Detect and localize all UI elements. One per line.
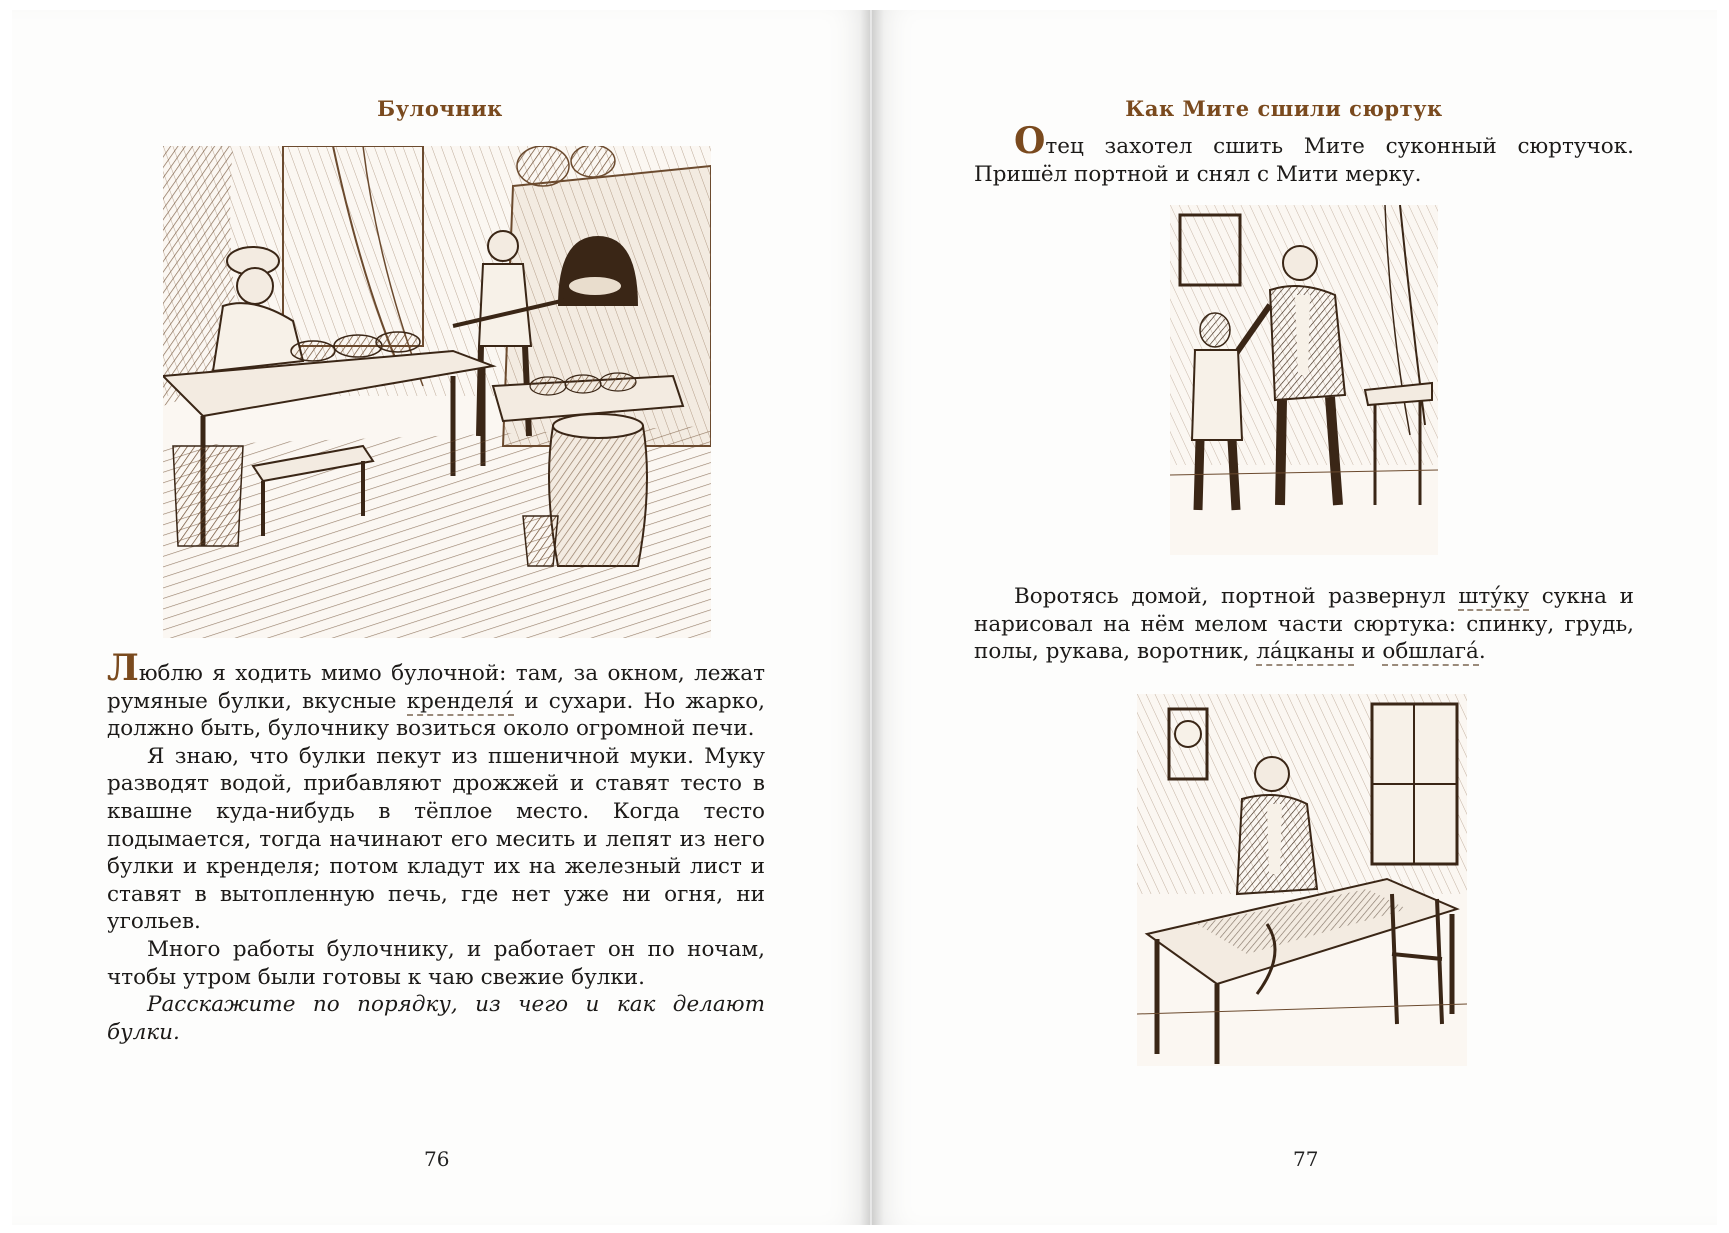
- left-question: Расскажите по порядку, из чего и как делают булки.: [107, 992, 765, 1045]
- book-gutter: [860, 10, 884, 1225]
- right-page-text-2: [974, 583, 1634, 666]
- page-number-left: 76: [424, 1147, 450, 1171]
- baker-illustration: [163, 146, 711, 638]
- right-page-title: Как Мите сшили сюртук: [1125, 96, 1443, 121]
- right-paragraph-2: Воротясь домой, портной развернул шту́ку сукна и нарисовал на нём мелом части сюртука: спинку, грудь, полы, рукава, воротник, ла́цканы и обшлага́.: [974, 584, 1634, 665]
- glossary-word: шту́ку: [1458, 584, 1530, 609]
- tailor-cutting-illustration: [1137, 694, 1467, 1066]
- right-paragraph-1: Отец захотел сшить Мите суконный сюртучок. Пришёл портной и снял с Мити мерку.: [974, 120, 1634, 187]
- left-paragraph-3: Много работы булочнику, и работает он по ночам, чтобы утром были готовы к чаю свежие булки.: [107, 936, 765, 990]
- left-page-title: Булочник: [377, 96, 503, 121]
- right-page-text-1: [974, 120, 1634, 188]
- glossary-word: ла́цканы: [1256, 639, 1355, 665]
- left-page-text: [107, 647, 765, 1046]
- drop-cap: О: [1014, 120, 1046, 162]
- tailor-measuring-illustration: [1170, 205, 1438, 555]
- drop-cap: Л: [107, 647, 139, 689]
- glossary-word: кренделя́: [406, 688, 515, 714]
- glossary-word: обшлага́: [1382, 639, 1479, 665]
- left-paragraph-2: Я знаю, что булки пекут из пшеничной муки. Муку разводят водой, прибавляют дрожжей и ставят тесто в квашне куда-нибудь в тёплое место. Когда тесто подымается, тогда начинают его месить и лепят из него булки и кренделя; потом кладут их на железный лист и ставят в вытопленную печь, где нет уже ни огня, ни угольев.: [107, 743, 765, 935]
- page-number-right: 77: [1293, 1147, 1319, 1171]
- left-paragraph-1: Люблю я ходить мимо булочной: там, за окном, лежат румяные булки, вкусные кренделя́ и сухари. Но жарко, должно быть, булочнику возиться около огромной печи.: [107, 647, 765, 742]
